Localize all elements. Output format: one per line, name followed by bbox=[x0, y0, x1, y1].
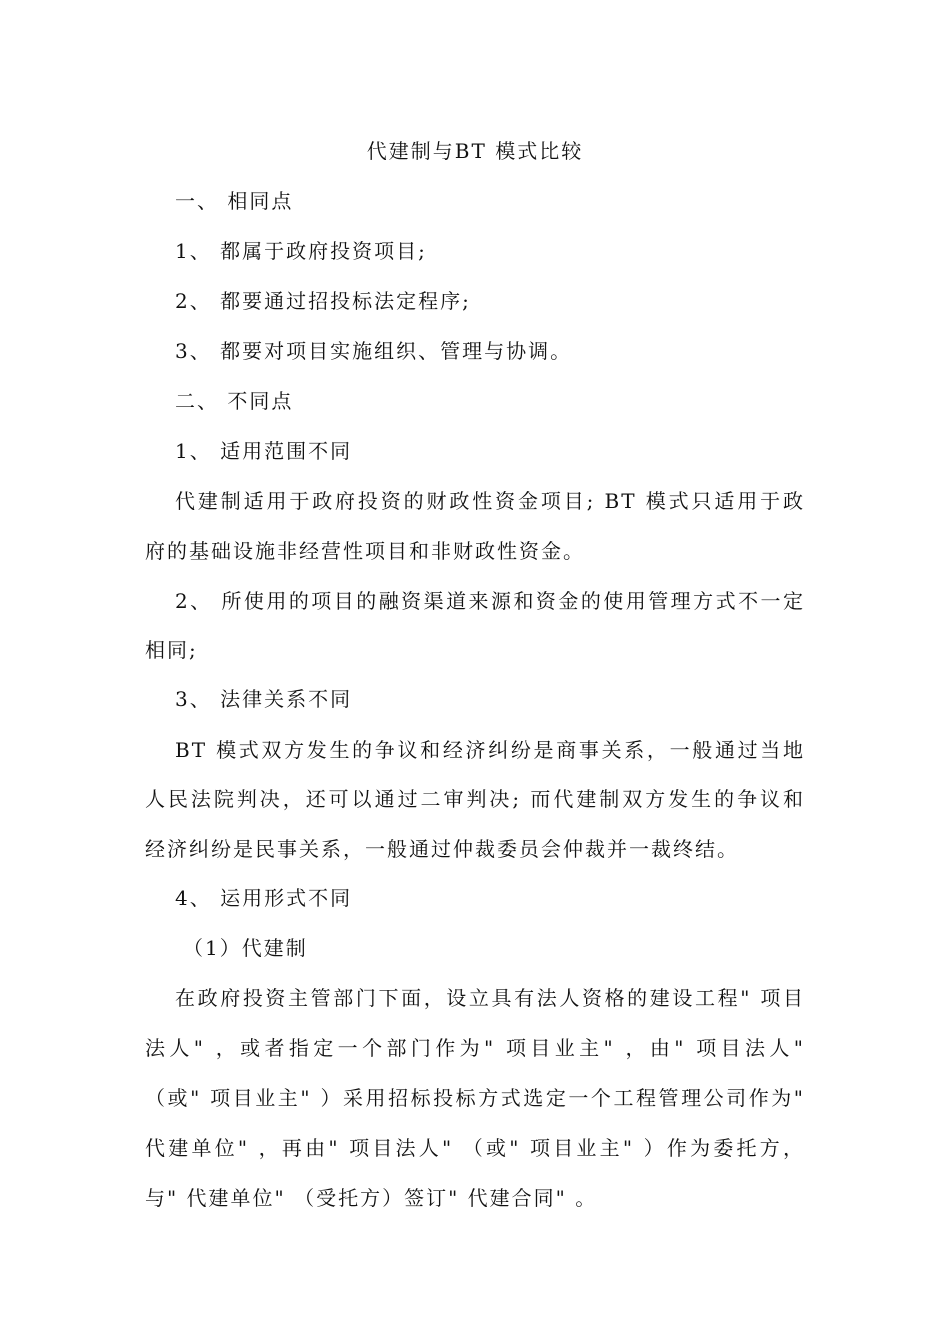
subheading-agency-system: （1）代建制 bbox=[183, 936, 308, 960]
similarity-item-1: 1、 都属于政府投资项目; bbox=[175, 239, 427, 263]
document-title: 代建制与BT 模式比较 bbox=[366, 139, 584, 163]
difference-1-line-1: 代建制适用于政府投资的财政性资金项目; BT 模式只适用于政 bbox=[175, 489, 805, 513]
agency-line-4: 代建单位" ，再由" 项目法人" （或" 项目业主" ）作为委托方， bbox=[145, 1136, 805, 1160]
agency-line-1: 在政府投资主管部门下面，设立具有法人资格的建设工程" 项目 bbox=[175, 986, 805, 1010]
difference-1-line-2: 府的基础设施非经营性项目和非财政性资金。 bbox=[145, 539, 585, 563]
difference-3-line-3: 经济纠纷是民事关系，一般通过仲裁委员会仲裁并一裁终结。 bbox=[145, 837, 739, 861]
agency-line-3: （或" 项目业主" ）采用招标投标方式选定一个工程管理公司作为" bbox=[145, 1086, 805, 1110]
agency-line-5: 与" 代建单位" （受托方）签订" 代建合同" 。 bbox=[145, 1186, 598, 1210]
section-heading-differences: 二、 不同点 bbox=[175, 389, 294, 413]
difference-heading-1: 1、 适用范围不同 bbox=[175, 439, 353, 463]
difference-heading-3: 3、 法律关系不同 bbox=[175, 687, 353, 711]
agency-line-2: 法人" ，或者指定一个部门作为" 项目业主" ，由" 项目法人" bbox=[145, 1036, 805, 1060]
difference-3-line-1: BT 模式双方发生的争议和经济纠纷是商事关系，一般通过当地 bbox=[175, 738, 805, 762]
difference-2-line-1: 2、 所使用的项目的融资渠道来源和资金的使用管理方式不一定 bbox=[175, 589, 805, 613]
difference-heading-4: 4、 运用形式不同 bbox=[175, 886, 353, 910]
difference-2-line-2: 相同; bbox=[145, 638, 198, 662]
similarity-item-3: 3、 都要对项目实施组织、管理与协调。 bbox=[175, 339, 573, 363]
similarity-item-2: 2、 都要通过招投标法定程序; bbox=[175, 289, 471, 313]
difference-3-line-2: 人民法院判决，还可以通过二审判决; 而代建制双方发生的争议和 bbox=[145, 787, 805, 811]
section-heading-similarities: 一、 相同点 bbox=[175, 189, 294, 213]
